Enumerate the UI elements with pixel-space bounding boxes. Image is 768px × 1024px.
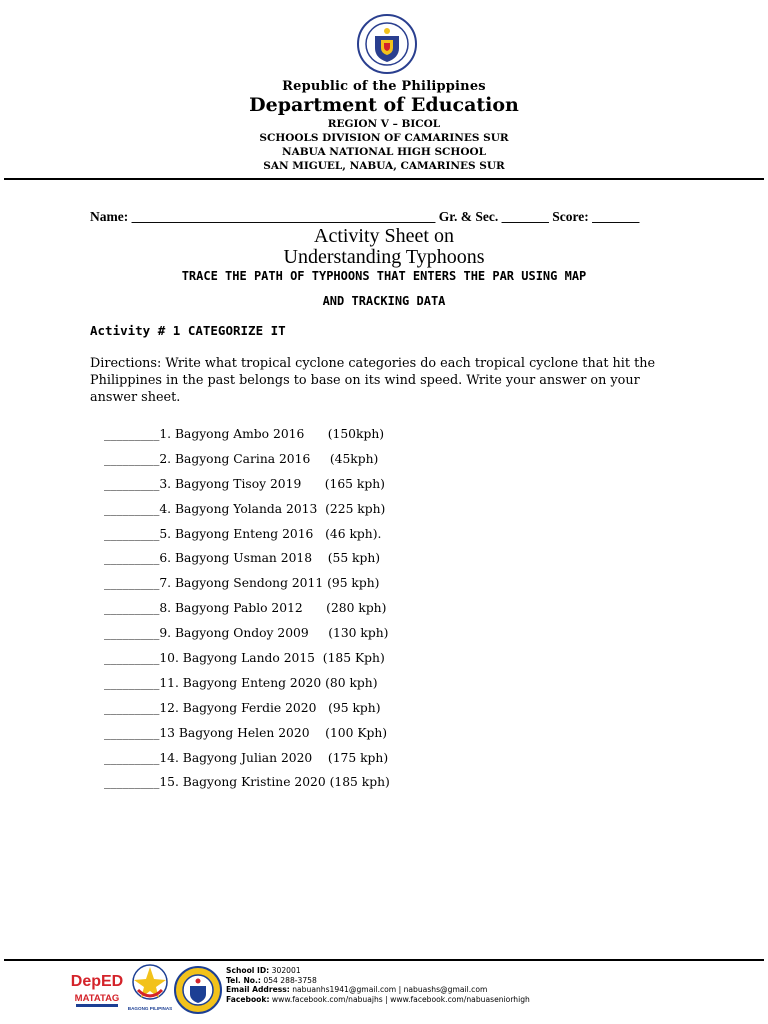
- matatag-logo-text: MATATAG: [74, 993, 120, 1004]
- sheet-title-line1: Activity Sheet on: [314, 225, 454, 247]
- list-item: _________12. Bagyong Ferdie 2020 (95 kph): [104, 700, 381, 715]
- bagong-pilipinas-logo: [128, 962, 172, 1014]
- footer-telephone: Tel. No.: 054 288-3758: [226, 975, 317, 985]
- instruction-line2: AND TRACKING DATA: [322, 294, 446, 308]
- sheet-title-line2: Understanding Typhoons: [283, 246, 485, 268]
- footer-email: Email Address: nabuanhs1941@gmail.com | nabuashs@gmail.com: [226, 985, 488, 995]
- deped-seal-logo: [357, 14, 417, 74]
- list-item: _________8. Bagyong Pablo 2012 (280 kph): [104, 601, 387, 616]
- list-item: _________14. Bagyong Julian 2020 (175 kph): [104, 750, 389, 765]
- region-line: REGION V – BICOL: [327, 118, 441, 130]
- department-heading: Department of Education: [249, 94, 519, 116]
- footer-facebook: Facebook: www.facebook.com/nabuajhs | www.facebook.com/nabuaseniorhigh: [226, 994, 530, 1004]
- republic-heading: Republic of the Philippines: [282, 79, 486, 94]
- directions-text: Directions: Write what tropical cyclone categories do each tropical cyclone that hit the Philippines in the past belongs to base on its wind speed. Write your answer on your answer sheet.: [90, 356, 656, 405]
- list-item: _________6. Bagyong Usman 2018 (55 kph): [104, 551, 381, 566]
- bagong-logo-text: BAGONG PILIPINAS: [128, 1006, 172, 1011]
- footer-contact-info: [226, 966, 530, 1004]
- list-item: _________13 Bagyong Helen 2020 (100 Kph): [104, 725, 388, 740]
- school-seal-logo: [174, 966, 222, 1014]
- list-item: _________7. Bagyong Sendong 2011 (95 kph): [104, 576, 380, 591]
- list-item: _________2. Bagyong Carina 2016 (45kph): [104, 451, 379, 466]
- school-name-line: NABUA NATIONAL HIGH SCHOOL: [282, 146, 486, 158]
- list-item: _________10. Bagyong Lando 2015 (185 Kph): [104, 651, 385, 666]
- list-item: _________1. Bagyong Ambo 2016 (150kph): [104, 427, 385, 441]
- list-item: _________9. Bagyong Ondoy 2009 (130 kph): [104, 626, 389, 641]
- deped-matatag-logo: [70, 968, 124, 1010]
- deped-logo-text: DepED: [70, 973, 124, 990]
- footer-divider: [4, 959, 764, 961]
- school-address-line: SAN MIGUEL, NABUA, CAMARINES SUR: [263, 160, 505, 172]
- list-item: _________15. Bagyong Kristine 2020 (185 kph): [104, 775, 390, 790]
- list-item: _________4. Bagyong Yolanda 2013 (225 kph): [104, 501, 386, 516]
- activity-title: Activity # 1 CATEGORIZE IT: [90, 323, 286, 338]
- list-item: _________5. Bagyong Enteng 2016 (46 kph).: [104, 526, 382, 541]
- division-line: SCHOOLS DIVISION OF CAMARINES SUR: [259, 132, 509, 144]
- footer-school-id: School ID: 302001: [226, 966, 301, 975]
- list-item: _________11. Bagyong Enteng 2020 (80 kph): [104, 675, 378, 690]
- list-item: _________3. Bagyong Tisoy 2019 (165 kph): [104, 476, 385, 491]
- student-info-line: Name: _____________________________________________ Gr. & Sec. _______ Score: _______: [90, 209, 640, 224]
- typhoon-item-list: [104, 426, 390, 799]
- header-divider: [4, 178, 764, 180]
- instruction-line1: TRACE THE PATH OF TYPHOONS THAT ENTERS THE PAR USING MAP: [181, 269, 587, 283]
